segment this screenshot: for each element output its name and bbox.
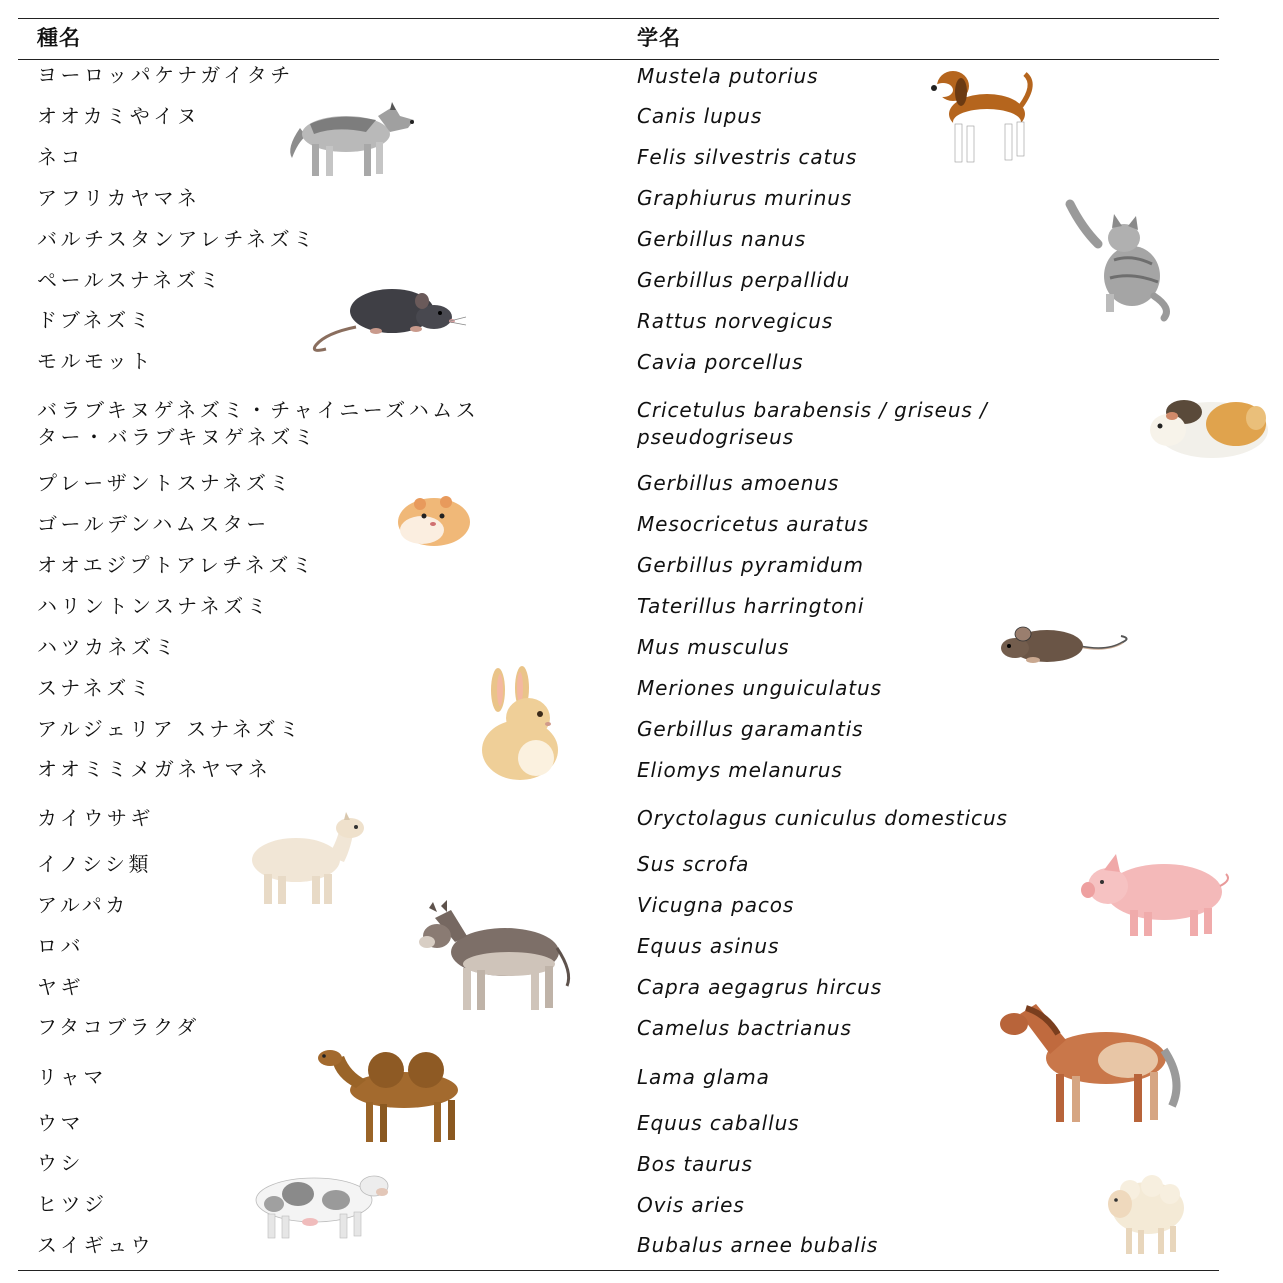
scientific-name: Rattus norvegicus xyxy=(637,309,834,333)
species-name: オオエジプトアレチネズミ xyxy=(37,553,316,577)
scientific-name: Ovis aries xyxy=(637,1193,745,1217)
camel-illustration xyxy=(310,1044,474,1144)
species-name: オオカミやイヌ xyxy=(37,104,201,128)
horse-illustration xyxy=(996,1000,1184,1130)
species-name: リャマ xyxy=(37,1065,107,1089)
scientific-name: Mesocricetus auratus xyxy=(637,512,869,536)
scientific-name: Gerbillus perpallidu xyxy=(637,268,851,292)
cow-illustration xyxy=(250,1170,392,1242)
scientific-name: Bubalus arnee bubalis xyxy=(637,1233,879,1257)
dog-illustration xyxy=(925,64,1050,169)
mouse-illustration xyxy=(997,622,1131,668)
species-name: アルパカ xyxy=(37,893,129,917)
species-name: ヒツジ xyxy=(37,1192,108,1216)
species-name: バラブキヌゲネズミ・チャイニーズハムス xyxy=(37,398,480,422)
species-name: アルジェリア スナネズミ xyxy=(37,717,303,741)
scientific-name: Mustela putorius xyxy=(637,64,819,88)
sheep-illustration xyxy=(1100,1174,1186,1258)
scientific-name: Mus musculus xyxy=(637,635,790,659)
wolf-illustration xyxy=(286,98,418,180)
cat-illustration xyxy=(1058,198,1178,323)
species-name: スナネズミ xyxy=(37,676,154,700)
species-name: ウマ xyxy=(37,1111,84,1135)
species-name: プレーザントスナネズミ xyxy=(37,471,293,495)
rat-illustration xyxy=(306,283,468,358)
species-name: アフリカヤマネ xyxy=(37,186,201,210)
species-name: ハツカネズミ xyxy=(37,635,178,659)
scientific-name: Canis lupus xyxy=(637,104,763,128)
species-name: カイウサギ xyxy=(37,806,154,830)
species-name: スイギュウ xyxy=(37,1233,155,1257)
rabbit-illustration xyxy=(470,668,566,782)
header-species-name: 種名 xyxy=(37,26,81,50)
scientific-name: Oryctolagus cuniculus domesticus xyxy=(637,806,1008,830)
scientific-name: Capra aegagrus hircus xyxy=(637,975,883,999)
alpaca-illustration xyxy=(246,816,372,908)
table-bottom-rule xyxy=(18,1270,1219,1271)
scientific-name: Meriones unguiculatus xyxy=(637,676,882,700)
species-name: モルモット xyxy=(37,349,154,373)
species-name: ペールスナネズミ xyxy=(37,268,223,292)
species-name: イノシシ類 xyxy=(37,852,152,876)
header-scientific-name: 学名 xyxy=(637,26,681,50)
species-name: ドブネズミ xyxy=(37,308,154,332)
scientific-name: Equus asinus xyxy=(637,934,780,958)
scientific-name: Cavia porcellus xyxy=(637,350,804,374)
species-name: フタコブラクダ xyxy=(37,1015,200,1039)
scientific-name: Sus scrofa xyxy=(637,852,750,876)
species-name-line2: ター・バラブキヌゲネズミ xyxy=(37,425,318,449)
scientific-name-line2: pseudogriseus xyxy=(637,425,795,449)
scientific-name: Felis silvestris catus xyxy=(637,145,858,169)
species-name: ロバ xyxy=(37,934,84,958)
scientific-name: Gerbillus amoenus xyxy=(637,471,840,495)
scientific-name: Taterillus harringtoni xyxy=(637,594,865,618)
donkey-illustration xyxy=(415,902,575,1016)
species-name: ゴールデンハムスター xyxy=(37,512,270,536)
species-name: ヨーロッパケナガイタチ xyxy=(37,63,294,87)
scientific-name: Camelus bactrianus xyxy=(637,1016,852,1040)
hamster-illustration xyxy=(390,488,474,552)
scientific-name: Eliomys melanurus xyxy=(637,758,843,782)
table-header-rule xyxy=(18,59,1219,60)
pig-illustration xyxy=(1080,848,1232,940)
species-name: ウシ xyxy=(37,1151,84,1175)
scientific-name: Gerbillus pyramidum xyxy=(637,553,864,577)
scientific-name: Graphiurus murinus xyxy=(637,186,853,210)
guinea-pig-illustration xyxy=(1144,394,1272,464)
species-name: ハリントンスナネズミ xyxy=(37,594,271,618)
scientific-name: Gerbillus nanus xyxy=(637,227,807,251)
scientific-name: Gerbillus garamantis xyxy=(637,717,864,741)
species-name: オオミミメガネヤマネ xyxy=(37,757,272,781)
scientific-name: Bos taurus xyxy=(637,1152,753,1176)
species-name: ネコ xyxy=(37,145,84,169)
scientific-name: Equus caballus xyxy=(637,1111,800,1135)
table-top-rule xyxy=(18,18,1219,19)
scientific-name: Vicugna pacos xyxy=(637,893,795,917)
scientific-name: Cricetulus barabensis / griseus / xyxy=(637,398,988,422)
species-name: ヤギ xyxy=(37,975,84,999)
species-name: バルチスタンアレチネズミ xyxy=(37,227,317,251)
scientific-name: Lama glama xyxy=(637,1065,770,1089)
